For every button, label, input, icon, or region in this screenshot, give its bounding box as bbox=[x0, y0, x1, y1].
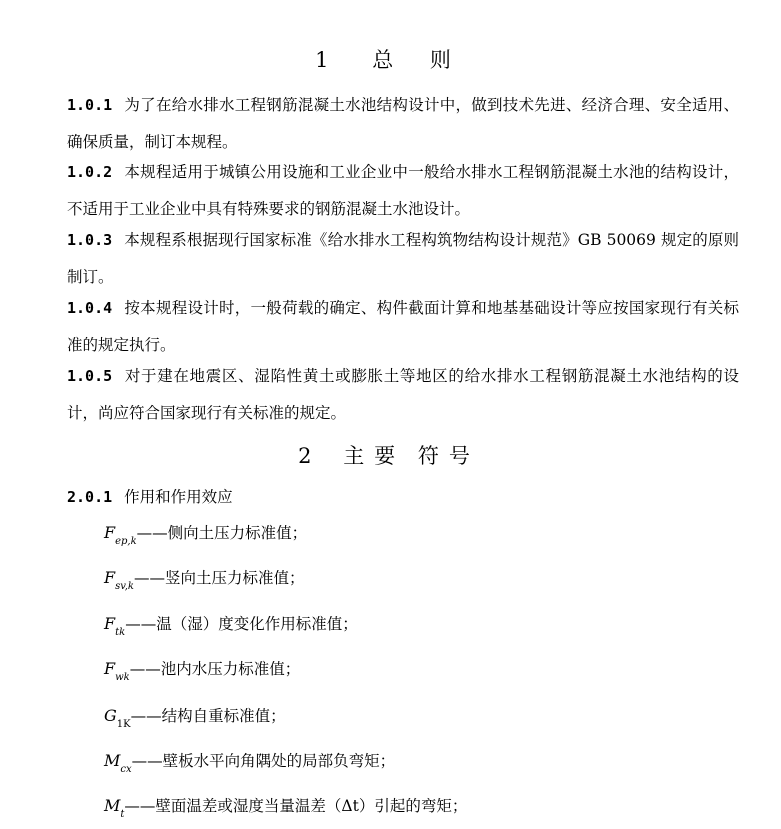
symbol-base: F bbox=[104, 614, 116, 633]
symbol-description: ——温（湿）度变化作用标准值； bbox=[125, 615, 358, 633]
symbol-subscript: cx bbox=[120, 764, 132, 775]
clause-text: 本规程适用于城镇公用设施和工业企业中一般给水排水工程钢筋混凝土水池的结构设计，不适用于工业企业中具有特殊要求的钢筋混凝土水池设计。 bbox=[67, 163, 739, 218]
chapter-number: 1 bbox=[315, 48, 329, 72]
symbol-base: F bbox=[104, 568, 116, 587]
symbol-base: F bbox=[104, 659, 116, 678]
clause-code: 1.0.5 bbox=[67, 367, 113, 385]
chapter-title-part: 主要 bbox=[343, 444, 406, 468]
symbol-description: ——壁面温差或湿度当量温差（Δt）引起的弯矩； bbox=[124, 797, 468, 815]
chapter-title-part: 总 bbox=[372, 48, 394, 72]
clause-1-0-1 bbox=[67, 87, 739, 161]
symbol-definition bbox=[104, 522, 307, 547]
symbol-description: ——壁板水平向角隅处的局部负弯矩； bbox=[131, 752, 396, 770]
chapter-number: 2 bbox=[298, 444, 312, 468]
clause-code: 1.0.3 bbox=[67, 231, 113, 249]
clause-code: 1.0.4 bbox=[67, 299, 113, 317]
symbol-description: ——结构自重标准值； bbox=[130, 707, 286, 725]
symbol-definition bbox=[104, 658, 300, 683]
chapter-2-heading bbox=[0, 440, 781, 470]
clause-code: 1.0.2 bbox=[67, 163, 113, 181]
symbol-subscript: ep,k bbox=[115, 536, 137, 547]
symbol-description: ——侧向土压力标准值； bbox=[136, 524, 308, 542]
clause-text: 对于建在地震区、湿陷性黄土或膨胀土等地区的给水排水工程钢筋混凝土水池结构的设计，尚应符合国家现行有关标准的规定。 bbox=[67, 367, 739, 422]
symbol-definition bbox=[104, 705, 286, 730]
chapter-title-part: 则 bbox=[429, 48, 451, 72]
symbol-definition bbox=[104, 750, 395, 775]
symbol-subscript: 1K bbox=[116, 719, 131, 730]
clause-text: 作用和作用效应 bbox=[124, 488, 233, 506]
symbol-definition bbox=[104, 795, 467, 820]
clause-code: 1.0.1 bbox=[67, 96, 113, 114]
clause-1-0-4 bbox=[67, 290, 739, 364]
clause-text: 按本规程设计时，一般荷载的确定、构件截面计算和地基基础设计等应按国家现行有关标准的规定执行。 bbox=[67, 299, 739, 354]
clause-code: 2.0.1 bbox=[67, 488, 113, 506]
chapter-1-heading bbox=[0, 44, 781, 74]
clause-1-0-3 bbox=[67, 222, 739, 296]
symbol-description: ——池内水压力标准值； bbox=[129, 660, 301, 678]
symbol-base: M bbox=[104, 796, 121, 815]
symbol-definition bbox=[104, 567, 304, 592]
clause-1-0-5 bbox=[67, 358, 739, 432]
symbol-base: M bbox=[104, 751, 121, 770]
symbol-description: ——竖向土压力标准值； bbox=[133, 569, 305, 587]
clause-2-0-1 bbox=[67, 479, 739, 516]
symbol-subscript: wk bbox=[115, 672, 130, 683]
clause-1-0-2 bbox=[67, 154, 739, 228]
clause-text: 为了在给水排水工程钢筋混凝土水池结构设计中，做到技术先进、经济合理、安全适用、确保质量，制订本规程。 bbox=[67, 96, 739, 151]
symbol-definition bbox=[104, 613, 358, 638]
symbol-subscript: tk bbox=[115, 627, 126, 638]
symbol-base: F bbox=[104, 523, 116, 542]
symbol-subscript: t bbox=[120, 809, 125, 820]
clause-text: 本规程系根据现行国家标准《给水排水工程构筑物结构设计规范》GB 50069 规定的原则制订。 bbox=[67, 231, 739, 286]
chapter-title-part: 符号 bbox=[417, 444, 480, 468]
symbol-subscript: sv,k bbox=[115, 581, 134, 592]
symbol-base: G bbox=[104, 706, 117, 725]
